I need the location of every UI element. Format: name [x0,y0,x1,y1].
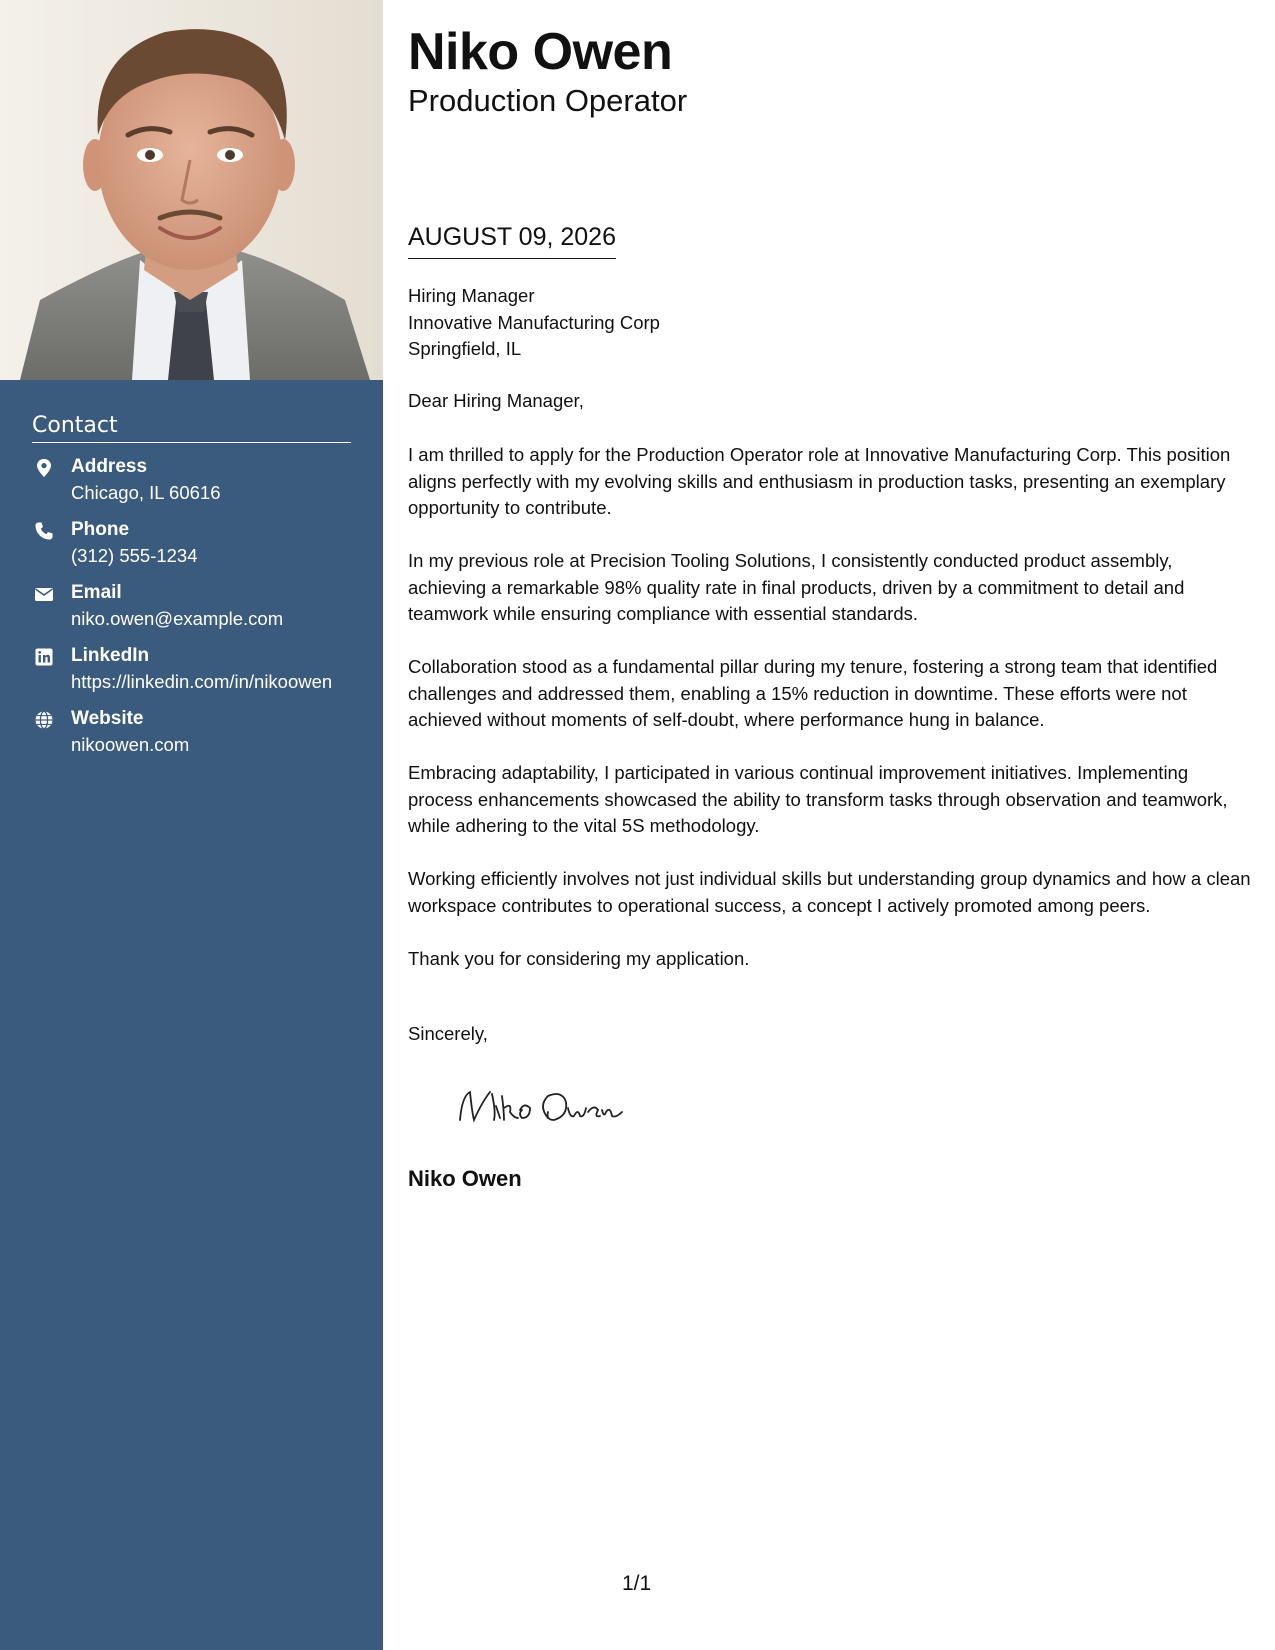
applicant-name: Niko Owen [408,23,673,81]
sidebar [0,0,383,1650]
contact-heading: Contact [32,413,351,443]
letter-date: AUGUST 09, 2026 [408,223,616,259]
contact-value-website[interactable]: nikoowen.com [71,734,190,755]
contact-item-phone [32,519,372,582]
envelope-icon [34,584,54,604]
recipient-line: Hiring Manager [408,285,535,306]
map-pin-icon [34,458,54,478]
recipient-line: Innovative Manufacturing Corp [408,311,660,333]
contact-value-address: Chicago, IL 60616 [71,482,221,503]
paragraph: Working efficiently involves not just individual skills but understanding group dynamics and how a clean workspace contributes to operational success, a concept I actively promoted among peers. [408,868,1251,916]
paragraph: In my previous role at Precision Tooling Solutions, I consistently conducted product assembly, achieving a remarkable 98% quality rate in final products, driven by a commitment to detail and teamwork while ensuring compliance with essential standards. [408,550,1185,624]
globe-icon [34,710,54,730]
contact-item-email [32,582,372,645]
paragraph: Collaboration stood as a fundamental pillar during my tenure, fostering a strong team that identified challenges and addressed them, enabling a 15% reduction in downtime. These efforts were not achieved without moments of self-doubt, where performance hung in balance. [408,656,1218,730]
signature-name: Niko Owen [408,1166,522,1191]
salutation: Dear Hiring Manager, [408,390,584,411]
page-number: 1/1 [622,1572,652,1595]
contact-list [32,456,372,771]
contact-value-linkedin[interactable]: https://linkedin.com/in/nikoowen [71,671,333,692]
job-title: Production Operator [408,83,688,118]
paragraph: Embracing adaptability, I participated in various continual improvement initiatives. Implementing process enhancements showcased the ability to transform tasks through observation and teamwork, while adhering to the vital 5S methodology. [408,762,1228,836]
paragraph: I am thrilled to apply for the Production Operator role at Innovative Manufacturing Corp. This position aligns perfectly with my evolving skills and enthusiasm in production tasks, presenting an exemplary opportunity to contribute. [408,444,1231,518]
recipient-line: Springfield, IL [408,338,522,359]
paragraph: Thank you for considering my application. [408,947,750,969]
contact-label-website: Website [71,708,144,729]
contact-value-email[interactable]: niko.owen@example.com [71,608,284,629]
letter-paragraphs [408,442,1253,999]
linkedin-icon [34,647,54,667]
closing: Sincerely, [408,1023,488,1044]
contact-value-phone: (312) 555-1234 [71,545,198,566]
contact-item-website [32,708,372,771]
contact-label-phone: Phone [71,519,130,540]
handwritten-signature [452,1082,632,1132]
profile-photo [0,0,383,380]
recipient-block [408,283,660,363]
contact-item-linkedin [32,645,372,708]
contact-label-address: Address [71,456,148,477]
phone-icon [34,521,54,541]
contact-item-address [32,456,372,519]
contact-label-linkedin: LinkedIn [71,645,150,666]
contact-label-email: Email [71,582,122,603]
